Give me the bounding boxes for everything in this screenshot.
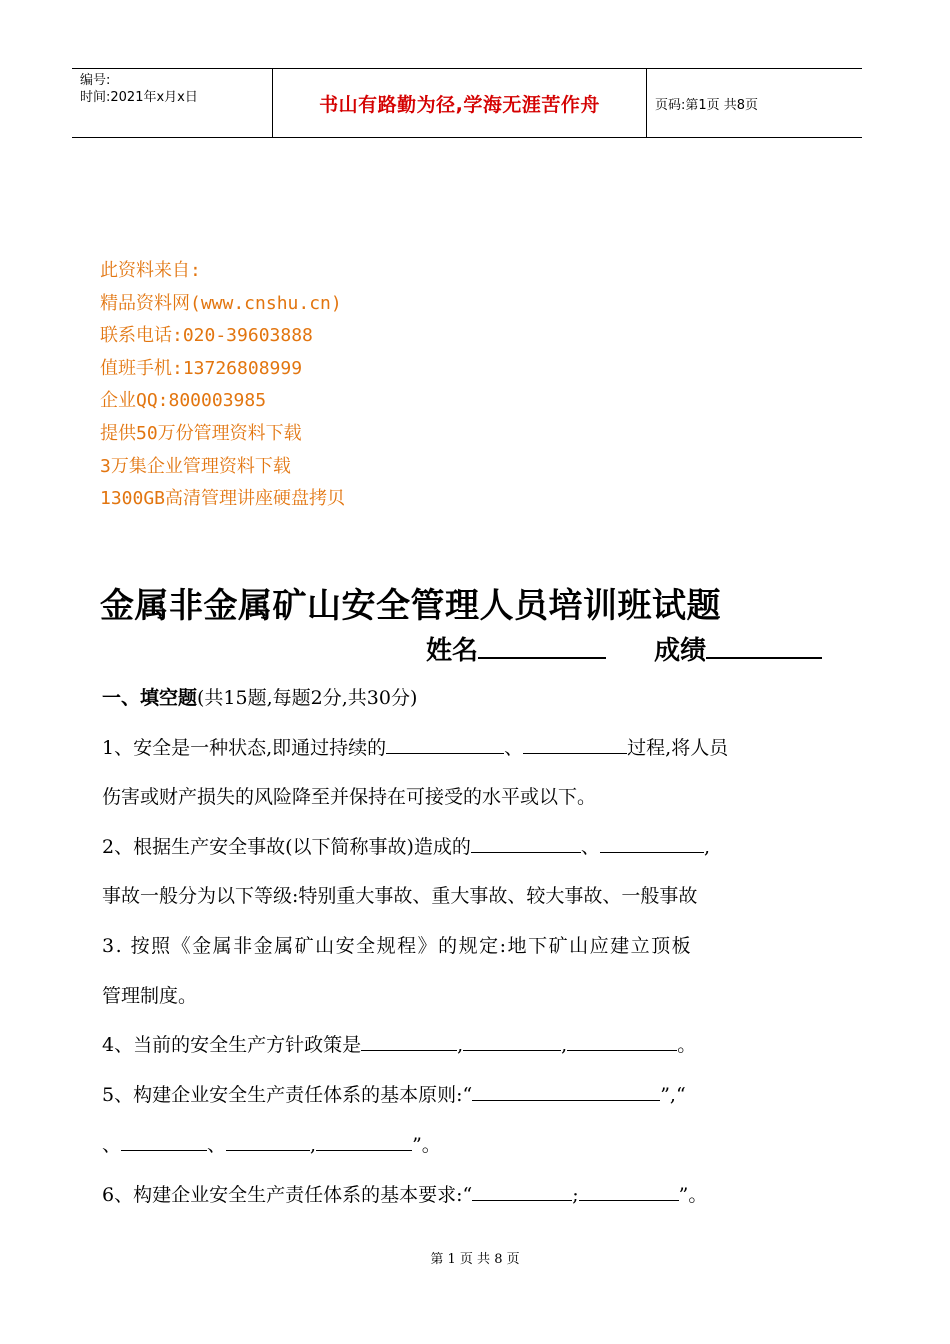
question-5-line-1	[102, 1080, 686, 1107]
source-info-block	[100, 255, 345, 516]
section-note: (共15题,每题2分,共30分)	[197, 687, 418, 709]
info-line: 提供50万份管理资料下载	[100, 422, 302, 444]
score-label: 成绩	[654, 636, 707, 666]
question-text: ,	[457, 1034, 464, 1056]
page-footer: 第 1 页 共 8 页	[430, 1252, 520, 1267]
question-3-line-1: 3. 按照《金属非金属矿山安全规程》的规定:地下矿山应建立顶板	[102, 935, 693, 957]
question-5-line-2	[102, 1130, 441, 1157]
answer-blank[interactable]	[386, 733, 504, 754]
answer-blank[interactable]	[316, 1130, 412, 1151]
answer-blank[interactable]	[472, 1180, 572, 1201]
question-6	[102, 1180, 707, 1207]
answer-blank[interactable]	[471, 832, 581, 853]
question-1-line-1	[102, 733, 728, 760]
info-line: 精品资料网(www.cnshu.cn)	[100, 292, 342, 314]
answer-blank[interactable]	[463, 1030, 561, 1051]
question-text: 、	[504, 737, 524, 759]
section-heading	[102, 683, 417, 710]
question-2-line-1	[102, 832, 710, 859]
question-text: 、	[102, 1134, 122, 1156]
section-title: 一、填空题	[102, 687, 198, 709]
question-text: 、	[207, 1134, 227, 1156]
question-text: 6、构建企业安全生产责任体系的基本要求:“	[102, 1184, 473, 1206]
question-4	[102, 1030, 696, 1057]
answer-blank[interactable]	[361, 1030, 457, 1051]
question-text: 。	[677, 1034, 697, 1056]
page-header	[72, 68, 862, 138]
info-line: 1300GB高清管理讲座硬盘拷贝	[100, 488, 346, 510]
name-label: 姓名	[426, 636, 479, 666]
header-motto-cell	[273, 69, 647, 137]
answer-blank[interactable]	[523, 733, 627, 754]
header-page-cell	[647, 69, 862, 137]
answer-blank[interactable]	[121, 1130, 207, 1151]
name-blank[interactable]	[478, 631, 606, 659]
name-score-row	[426, 630, 822, 667]
header-meta	[72, 69, 273, 137]
question-1-line-2: 伤害或财产损失的风险降至并保持在可接受的水平或以下。	[102, 786, 597, 808]
question-text: ”。	[412, 1134, 441, 1156]
question-text: 过程,将人员	[627, 737, 729, 759]
answer-blank[interactable]	[579, 1180, 679, 1201]
info-line: 值班手机:13726808999	[100, 357, 303, 379]
question-text: ”。	[678, 1184, 708, 1206]
document-number-label: 编号:	[80, 73, 111, 88]
score-blank[interactable]	[706, 631, 822, 659]
question-text: ;	[572, 1184, 579, 1206]
question-text: 4、当前的安全生产方针政策是	[102, 1034, 362, 1056]
header-page-label: 页码:第1页 共8页	[655, 97, 759, 113]
info-line: 企业QQ:800003985	[100, 390, 267, 412]
answer-blank[interactable]	[567, 1030, 677, 1051]
header-motto: 书山有路勤为径,学海无涯苦作舟	[319, 93, 600, 116]
question-text: 2、根据生产安全事故(以下简称事故)造成的	[102, 836, 471, 858]
question-text: ,	[310, 1134, 317, 1156]
question-text: 5、构建企业安全生产责任体系的基本原则:“	[102, 1084, 473, 1106]
answer-blank[interactable]	[226, 1130, 310, 1151]
answer-blank[interactable]	[472, 1080, 660, 1101]
document-time-label: 时间:2021年x月x日	[80, 90, 198, 105]
info-line: 此资料来自:	[100, 260, 201, 281]
question-2-line-2: 事故一般分为以下等级:特别重大事故、重大事故、较大事故、一般事故	[102, 885, 698, 907]
question-3-line-2: 管理制度。	[102, 985, 198, 1007]
info-line: 3万集企业管理资料下载	[100, 455, 291, 477]
question-text: ,	[703, 836, 710, 858]
question-text: 、	[580, 836, 600, 858]
question-text: ,	[561, 1034, 568, 1056]
exam-title: 金属非金属矿山安全管理人员培训班试题	[100, 586, 721, 626]
question-text: 1、安全是一种状态,即通过持续的	[102, 737, 387, 759]
question-text: ”,“	[660, 1084, 686, 1106]
answer-blank[interactable]	[600, 832, 704, 853]
info-line: 联系电话:020-39603888	[100, 325, 313, 347]
